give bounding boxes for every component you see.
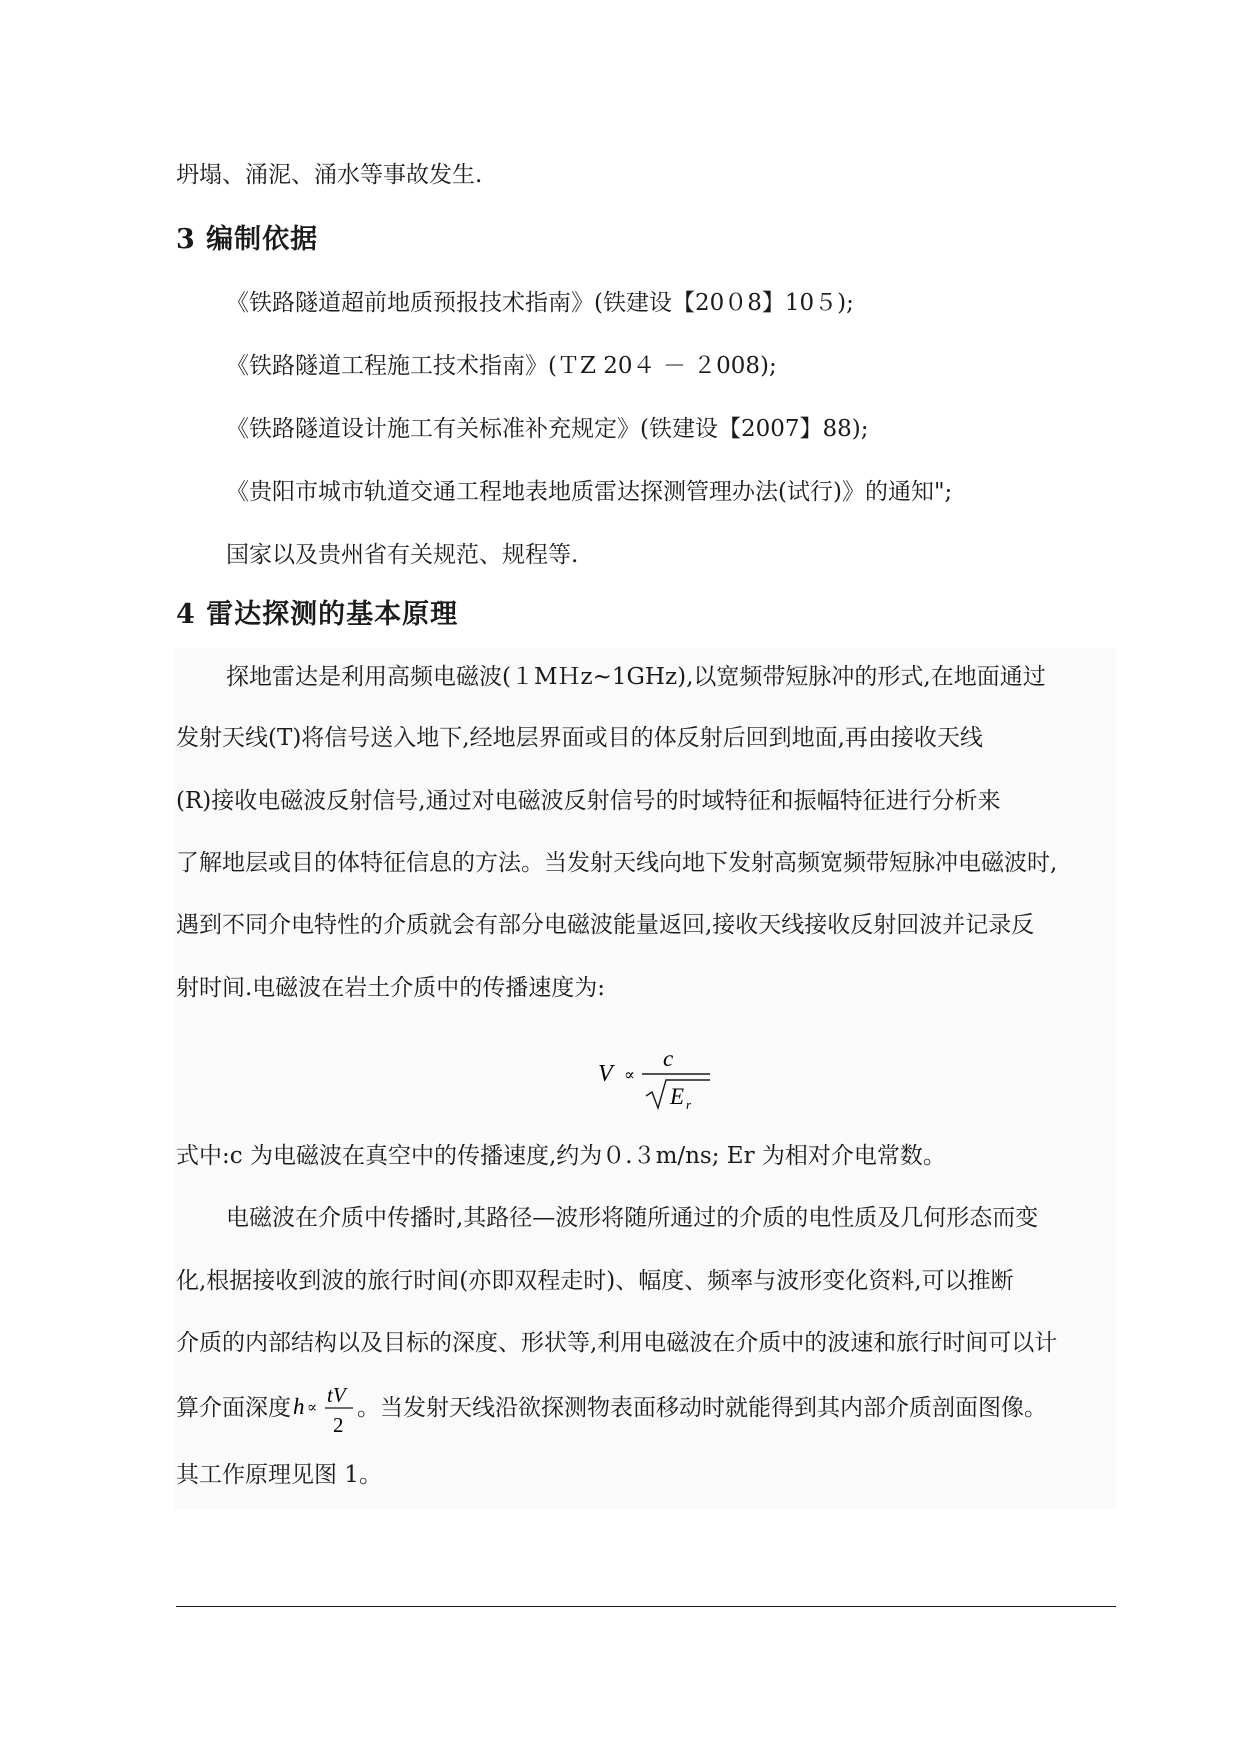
section-4-heading: 4 雷达探测的基本原理: [176, 599, 459, 630]
formula-numerator: tV: [327, 1383, 346, 1407]
paragraph-line: 发射天线(T)将信号送入地下,经地层界面或目的体反射后回到地面,再由接收天线: [176, 725, 983, 751]
line-suffix: 。当发射天线沿欲探测物表面移动时就能得到其内部介质剖面图像。: [357, 1395, 1047, 1421]
continuation-text: 坍塌、涌泥、涌水等事故发生.: [176, 162, 483, 188]
formula-lhs: h: [293, 1394, 305, 1419]
line-prefix: 算介面深度: [176, 1395, 291, 1421]
paragraph-line: 遇到不同介电特性的介质就会有部分电磁波能量返回,接收天线接收反射回波并记录反: [176, 912, 1035, 938]
reference-item: 国家以及贵州省有关规范、规程等.: [226, 542, 579, 568]
velocity-formula: [596, 1036, 716, 1112]
formula-relation: ∝: [624, 1067, 635, 1084]
paragraph-line-with-formula: [176, 1378, 1047, 1438]
depth-formula: [291, 1380, 357, 1438]
paragraph-line: 电磁波在介质中传播时,其路径—波形将随所通过的介质的电性质及几何形态而变: [226, 1205, 1039, 1231]
paragraph-line: 探地雷达是利用高频电磁波(１MＨz~1GHz),以宽频带短脉冲的形式,在地面通过: [226, 664, 1046, 690]
footer-rule: [176, 1606, 1116, 1607]
paragraph-line: (R)接收电磁波反射信号,通过对电磁波反射信号的时域特征和振幅特征进行分析来: [176, 788, 1001, 814]
formula-numerator: c: [663, 1046, 674, 1071]
paragraph-line: 其工作原理见图 1。: [176, 1462, 382, 1488]
formula-denominator: 2: [333, 1413, 344, 1437]
reference-item: 《铁路隧道超前地质预报技术指南》(铁建设【20０8】10５);: [226, 290, 854, 316]
paragraph-line: 化,根据接收到波的旅行时间(亦即双程走时)、幅度、频率与波形变化资料,可以推断: [176, 1268, 1014, 1294]
reference-item: 《贵阳市城市轨道交通工程地表地质雷达探测管理办法(试行)》的通知";: [226, 479, 953, 505]
section-3-heading: 3 编制依据: [176, 224, 319, 255]
reference-item: 《铁路隧道设计施工有关标准补充规定》(铁建设【2007】88);: [226, 416, 869, 442]
reference-item: 《铁路隧道工程施工技术指南》(ＴZ 20４ － ２008);: [226, 353, 777, 379]
formula-explanation: 式中:c 为电磁波在真空中的传播速度,约为０.３m/ns; Er 为相对介电常数。: [176, 1143, 946, 1169]
paragraph-line: 射时间.电磁波在岩土介质中的传播速度为:: [176, 975, 606, 1001]
formula-denominator: E: [670, 1084, 685, 1109]
formula-denominator-sub: r: [686, 1097, 692, 1112]
paragraph-line: 介质的内部结构以及目标的深度、形状等,利用电磁波在介质中的波速和旅行时间可以计: [176, 1330, 1058, 1356]
formula-lhs: V: [598, 1061, 613, 1087]
formula-relation: ∝: [307, 1400, 318, 1416]
paragraph-line: 了解地层或目的体特征信息的方法。当发射天线向地下发射高频宽频带短脉冲电磁波时,: [176, 850, 1058, 876]
